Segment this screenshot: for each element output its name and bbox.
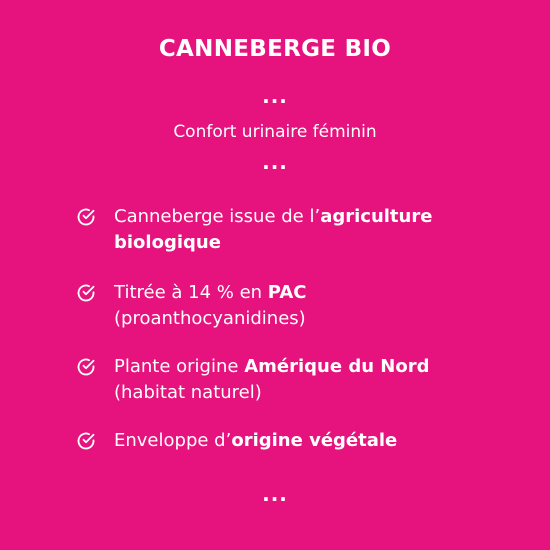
subtitle: Confort urinaire féminin (173, 122, 377, 142)
item-text-normal: Canneberge issue de l’ (114, 206, 321, 227)
list-item (76, 204, 496, 256)
item-text-normal: (proanthocyanidines) (114, 308, 306, 329)
item-text-bold: PAC (267, 282, 307, 303)
item-text-normal: Plante origine (114, 356, 245, 377)
list-item-text (114, 428, 397, 454)
list-item (76, 354, 496, 406)
item-text-bold: Amérique du Nord (244, 356, 430, 377)
list-item-text (114, 280, 496, 332)
list-item-text (114, 354, 496, 406)
dots-separator: ... (262, 482, 288, 506)
item-text-bold: origine végétale (231, 430, 398, 451)
list-item (76, 428, 496, 454)
list-item-text (114, 204, 496, 256)
page-title: CANNEBERGE BIO (158, 36, 392, 62)
item-text-bold: agriculture biologique (114, 206, 433, 253)
item-text-normal: Titrée à 14 % en (114, 282, 268, 303)
check-circle-icon (76, 431, 96, 451)
dots-separator: ... (262, 150, 288, 174)
check-circle-icon (76, 207, 96, 227)
item-text-normal: (habitat naturel) (114, 382, 262, 403)
item-text-normal: Enveloppe d’ (114, 430, 232, 451)
check-circle-icon (76, 283, 96, 303)
dots-separator: ... (262, 84, 288, 108)
check-circle-icon (76, 357, 96, 377)
list-item (76, 280, 496, 332)
